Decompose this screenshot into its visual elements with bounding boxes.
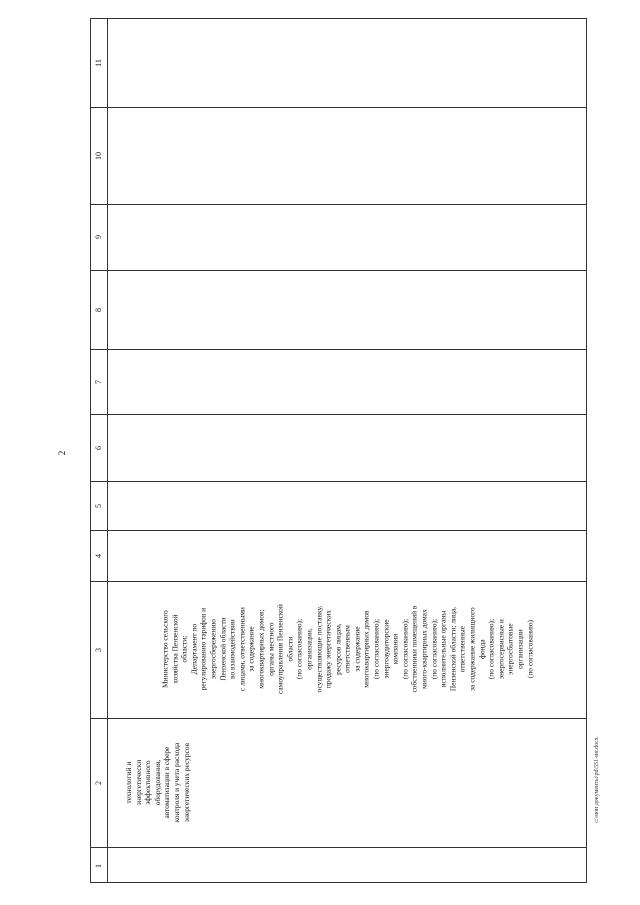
cell-line: энергосбытовые <box>505 623 515 676</box>
column-divider <box>91 414 586 415</box>
cell-line: энергетически <box>133 759 143 806</box>
cell-line: Пензенской области; лица, <box>447 607 457 692</box>
cell-line: оборудования, <box>152 759 162 806</box>
cell-line: Министерство сельского <box>159 610 169 689</box>
cell-line: энергосбережению <box>207 619 217 680</box>
cell-line: компании <box>390 634 400 665</box>
cell-col2 <box>109 720 205 845</box>
column-divider <box>91 847 586 848</box>
cell-line: исполнительные органы <box>438 611 448 688</box>
column-number: 6 <box>94 445 103 450</box>
column-number: 2 <box>94 780 103 785</box>
column-number: 7 <box>94 379 103 384</box>
column-number: 9 <box>94 235 103 239</box>
cell-line: за содержание <box>246 626 256 673</box>
cell-line: (по согласованию); <box>294 619 304 680</box>
cell-line: самоуправления Пензенской <box>275 604 285 695</box>
cell-line: продажу энергетических <box>323 610 333 689</box>
column-number: 5 <box>94 503 103 508</box>
column-divider <box>91 270 586 271</box>
page-number: 2 <box>57 450 67 456</box>
column-number: 3 <box>94 647 103 652</box>
cell-line: органы местного <box>265 622 275 677</box>
cell-line: (по согласованию); <box>428 619 438 680</box>
cell-line: за содержание жилищного <box>466 607 476 692</box>
column-number: 11 <box>93 59 103 67</box>
cell-line: Департамент по <box>188 624 198 675</box>
cell-line: ответственным <box>342 625 352 674</box>
cell-line: области <box>284 637 294 662</box>
table <box>90 18 587 883</box>
column-divider <box>91 481 586 482</box>
cell-line: регулированию тарифов и <box>198 608 208 691</box>
column-divider <box>91 718 586 719</box>
cell-line: Пензенской области <box>217 617 227 682</box>
cell-line: фонда <box>476 639 486 660</box>
cell-line: энергоаудиторские <box>380 619 390 680</box>
cell-col3 <box>109 583 585 716</box>
cell-line: (по согласованию); <box>486 619 496 680</box>
cell-line: за содержание <box>351 626 361 673</box>
column-number: 1 <box>94 863 103 868</box>
cell-line: во взаимодействии <box>227 619 237 680</box>
column-number: 4 <box>94 553 103 558</box>
cell-line: собственники помещений в <box>409 606 419 693</box>
cell-line: (по согласованию) <box>524 620 534 679</box>
cell-line: (по согласованию); <box>399 619 409 680</box>
column-divider <box>91 204 586 205</box>
column-divider <box>91 530 586 531</box>
column-divider <box>91 107 586 108</box>
column-number: 10 <box>94 151 103 160</box>
column-divider <box>91 349 586 350</box>
file-path: c:\мои документы\pd\551-ин.docx <box>594 737 600 823</box>
header-divider <box>107 19 108 882</box>
cell-line: контроля и учета расхода <box>171 742 181 823</box>
cell-line: области; <box>179 636 189 663</box>
cell-line: осуществляющие поставку, <box>313 606 323 693</box>
cell-line: энергетических ресурсов <box>180 742 190 823</box>
cell-line: ответственные <box>457 626 467 673</box>
cell-line: энергосервисные и <box>495 619 505 680</box>
cell-line: технологий и <box>123 761 133 804</box>
cell-line: (по согласованию); <box>370 619 380 680</box>
cell-line: многоквартирных домов <box>361 610 371 689</box>
cell-line: многоквартирных домов; <box>255 609 265 690</box>
cell-line: с лицами, ответственными <box>236 607 246 692</box>
cell-line: много-квартирных домах <box>418 609 428 690</box>
cell-col3-text <box>160 583 534 716</box>
column-number: 8 <box>94 307 103 312</box>
cell-line: организации <box>514 629 524 670</box>
cell-line: ресурсов лицам, <box>332 623 342 676</box>
cell-line: организации, <box>303 628 313 671</box>
cell-col2-text <box>123 720 190 845</box>
cell-line: хозяйства Пензенской <box>169 614 179 685</box>
cell-line: автоматизации в сфере <box>161 746 171 819</box>
cell-line: эффективного <box>142 760 152 805</box>
